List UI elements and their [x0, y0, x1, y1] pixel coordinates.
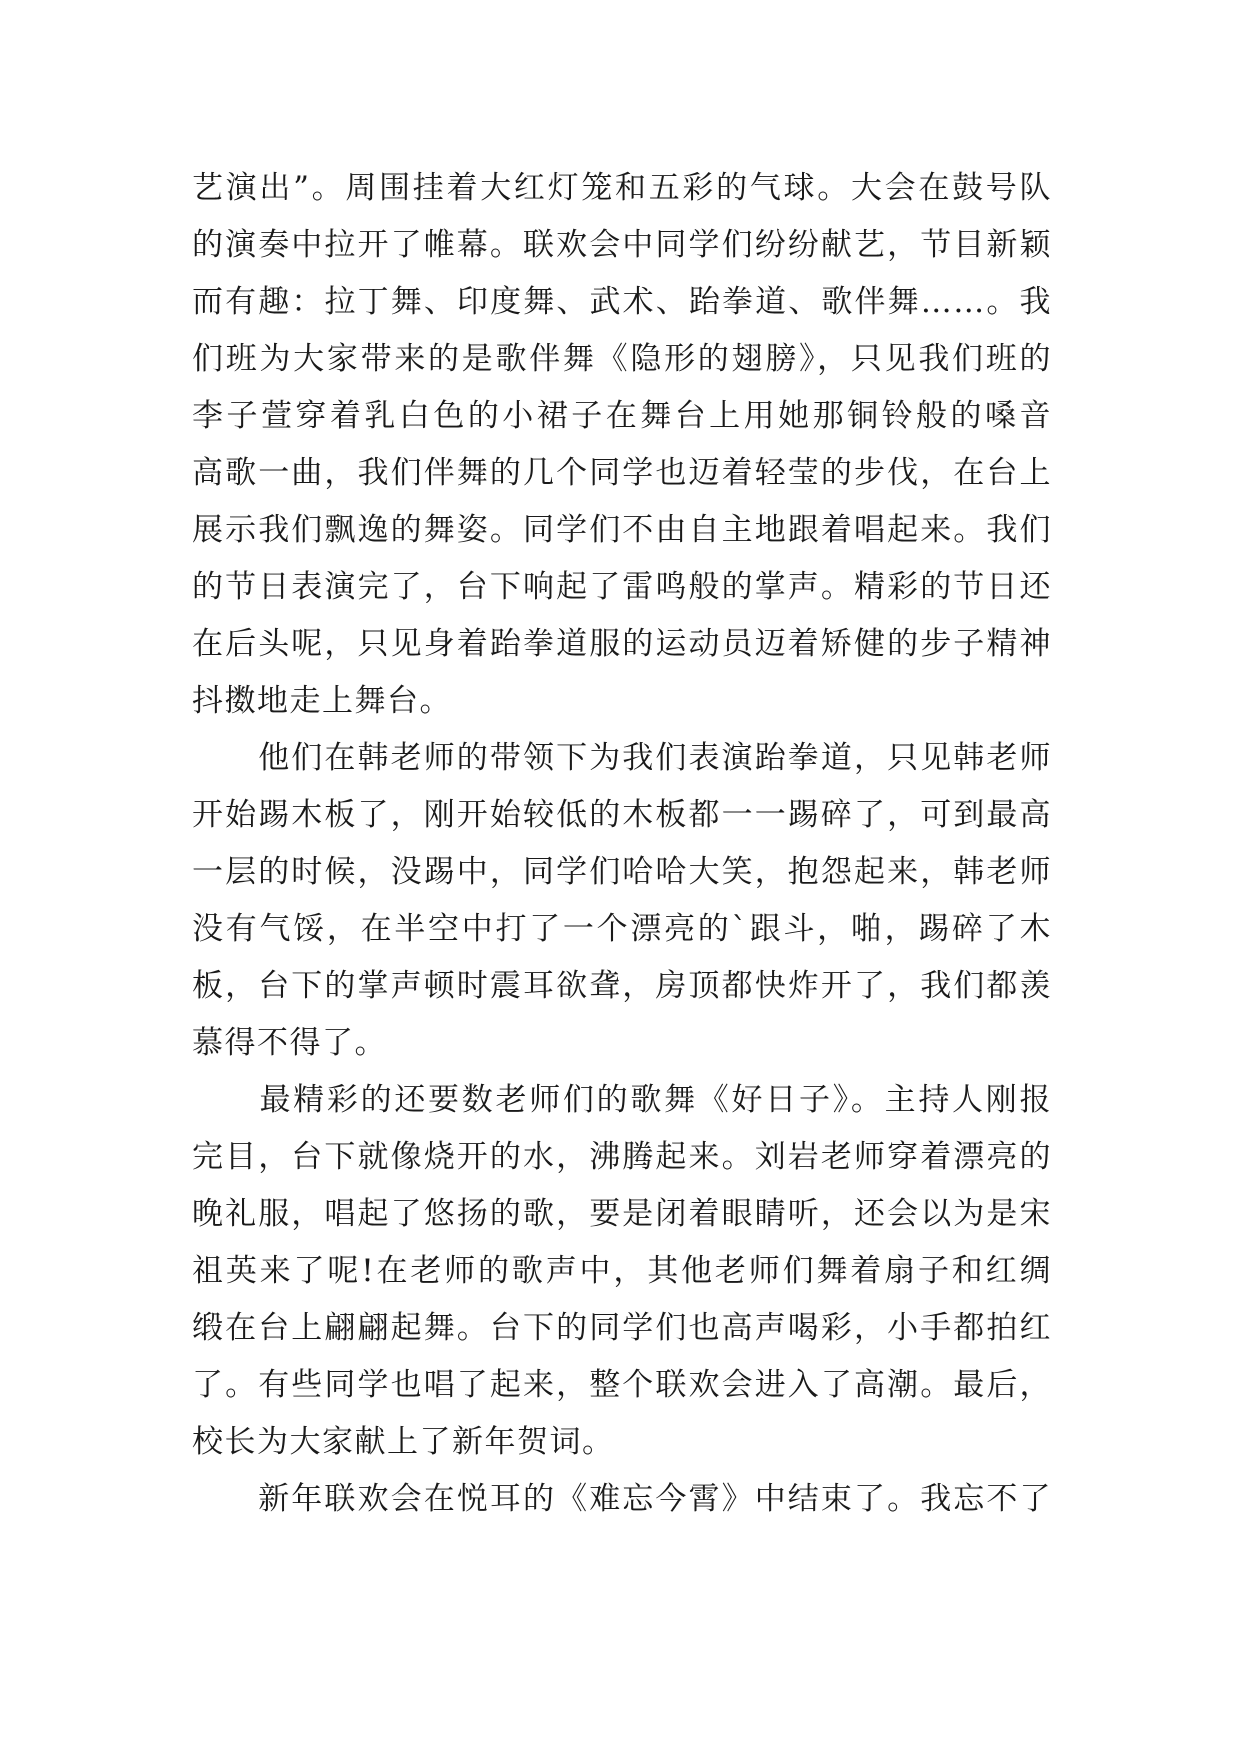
text-line: 的演奏中拉开了帷幕。联欢会中同学们纷纷献艺，节目新颖 [192, 227, 1052, 263]
text-line: 板，台下的掌声顿时震耳欲聋，房顶都快炸开了，我们都羡 [192, 968, 1052, 1004]
text-line: 展示我们飘逸的舞姿。同学们不由自主地跟着唱起来。我们 [192, 512, 1052, 548]
text-line: 艺演出”。周围挂着大红灯笼和五彩的气球。大会在鼓号队 [192, 170, 1052, 206]
text-line: 开始踢木板了，刚开始较低的木板都一一踢碎了，可到最高 [192, 797, 1052, 833]
text-line: 他们在韩老师的带领下为我们表演跆拳道，只见韩老师 [192, 740, 1052, 776]
text-line: 而有趣：拉丁舞、印度舞、武术、跆拳道、歌伴舞……。我 [192, 284, 1052, 320]
body-text [192, 160, 1052, 1528]
text-line: 李子萱穿着乳白色的小裙子在舞台上用她那铜铃般的嗓音 [192, 398, 1052, 434]
text-line: 高歌一曲，我们伴舞的几个同学也迈着轻莹的步伐，在台上 [192, 455, 1052, 491]
text-line: 缎在台上翩翩起舞。台下的同学们也高声喝彩，小手都拍红 [192, 1310, 1052, 1346]
text-line: 的节日表演完了，台下响起了雷鸣般的掌声。精彩的节日还 [192, 569, 1052, 605]
text-line: 在后头呢，只见身着跆拳道服的运动员迈着矫健的步子精神 [192, 626, 1052, 662]
text-line: 抖擞地走上舞台。 [192, 683, 452, 719]
text-line: 了。有些同学也唱了起来，整个联欢会进入了高潮。最后， [192, 1367, 1052, 1403]
text-line: 祖英来了呢!在老师的歌声中，其他老师们舞着扇子和红绸 [192, 1253, 1052, 1289]
text-line: 慕得不得了。 [192, 1025, 387, 1061]
text-line: 最精彩的还要数老师们的歌舞《好日子》。主持人刚报 [192, 1082, 1052, 1118]
text-line: 新年联欢会在悦耳的《难忘今霄》中结束了。我忘不了 [192, 1481, 1052, 1517]
text-line: 没有气馁，在半空中打了一个漂亮的`跟斗，啪，踢碎了木 [192, 911, 1052, 947]
text-line: 一层的时候，没踢中，同学们哈哈大笑，抱怨起来，韩老师 [192, 854, 1052, 890]
text-line: 完目，台下就像烧开的水，沸腾起来。刘岩老师穿着漂亮的 [192, 1139, 1052, 1175]
text-line: 晚礼服，唱起了悠扬的歌，要是闭着眼睛听，还会以为是宋 [192, 1196, 1052, 1232]
text-line: 校长为大家献上了新年贺词。 [192, 1424, 615, 1460]
text-line: 们班为大家带来的是歌伴舞《隐形的翅膀》，只见我们班的 [192, 341, 1052, 377]
